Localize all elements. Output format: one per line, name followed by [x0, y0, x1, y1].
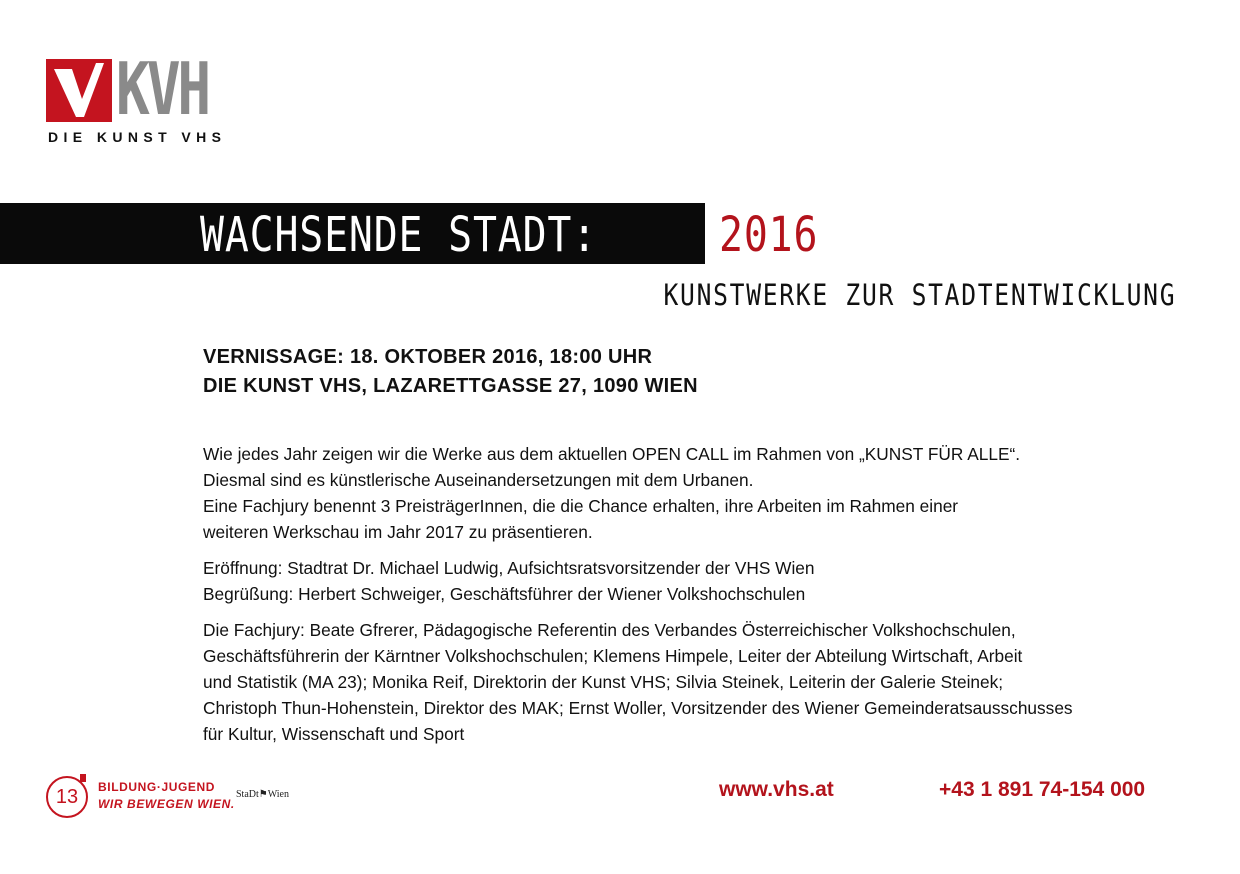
- paragraph-line: Eröffnung: Stadtrat Dr. Michael Ludwig, Aufsichtsratsvorsitzender der VHS Wien: [203, 558, 815, 578]
- page-title: WACHSENDE STADT:: [200, 207, 598, 263]
- paragraph-line: Christoph Thun-Hohenstein, Direktor des MAK; Ernst Woller, Vorsitzender des Wiener Gemeinderatsausschusses: [203, 698, 1073, 718]
- paragraph-line: Eine Fachjury benennt 3 PreisträgerInnen, die die Chance erhalten, ihre Arbeiten im Rahmen einer: [203, 496, 959, 516]
- bildung-jugend-slogan: WIR BEWEGEN WIEN.: [98, 797, 235, 811]
- opening-paragraph: [203, 555, 1193, 607]
- bildung-jugend-logo: [46, 776, 236, 820]
- jury-paragraph: [203, 617, 1193, 747]
- v-checkmark-logo-icon: [46, 59, 112, 122]
- paragraph-line: für Kultur, Wissenschaft und Sport: [203, 724, 465, 744]
- paragraph-line: Wie jedes Jahr zeigen wir die Werke aus dem aktuellen OPEN CALL im Rahmen von „KUNST FÜR ALLE“.: [203, 444, 1021, 464]
- kvh-logo: [46, 47, 231, 149]
- title-year: 2016: [719, 207, 819, 263]
- website-link[interactable]: www.vhs.at: [719, 778, 834, 801]
- paragraph-line: Diesmal sind es künstlerische Auseinandersetzungen mit dem Urbanen.: [203, 470, 754, 490]
- event-date-line: VERNISSAGE: 18. OKTOBER 2016, 18:00 UHR: [203, 346, 653, 368]
- logo-letters: KVH: [116, 47, 209, 131]
- paragraph-line: Geschäftsführerin der Kärntner Volkshochschulen; Klemens Himpele, Leiter der Abteilung Wirtschaft, Arbeit: [203, 646, 1023, 666]
- event-location-line: DIE KUNST VHS, LAZARETTGASSE 27, 1090 WIEN: [203, 375, 698, 397]
- paragraph-line: Die Fachjury: Beate Gfrerer, Pädagogische Referentin des Verbandes Österreichischer Volkshochschulen,: [203, 620, 1016, 640]
- main-content: [203, 343, 1193, 747]
- page-subtitle: KUNSTWERKE ZUR STADTENTWICKLUNG: [663, 278, 1176, 312]
- logo-tagline: DIE KUNST VHS: [48, 129, 227, 145]
- stadt-wien-logo: StaDt⚑Wien: [236, 789, 289, 800]
- paragraph-line: weiteren Werkschau im Jahr 2017 zu präsentieren.: [203, 522, 593, 542]
- intro-paragraph: [203, 441, 1193, 545]
- district-13-icon: 13: [46, 776, 88, 818]
- wien-flag-icon: [80, 774, 86, 782]
- paragraph-line: Begrüßung: Herbert Schweiger, Geschäftsführer der Wiener Volkshochschulen: [203, 584, 806, 604]
- bildung-jugend-label: BILDUNG·JUGEND: [98, 780, 216, 794]
- phone-number: +43 1 891 74-154 000: [939, 778, 1146, 801]
- paragraph-line: und Statistik (MA 23); Monika Reif, Direktorin der Kunst VHS; Silvia Steinek, Leiterin der Galerie Steinek;: [203, 672, 1004, 692]
